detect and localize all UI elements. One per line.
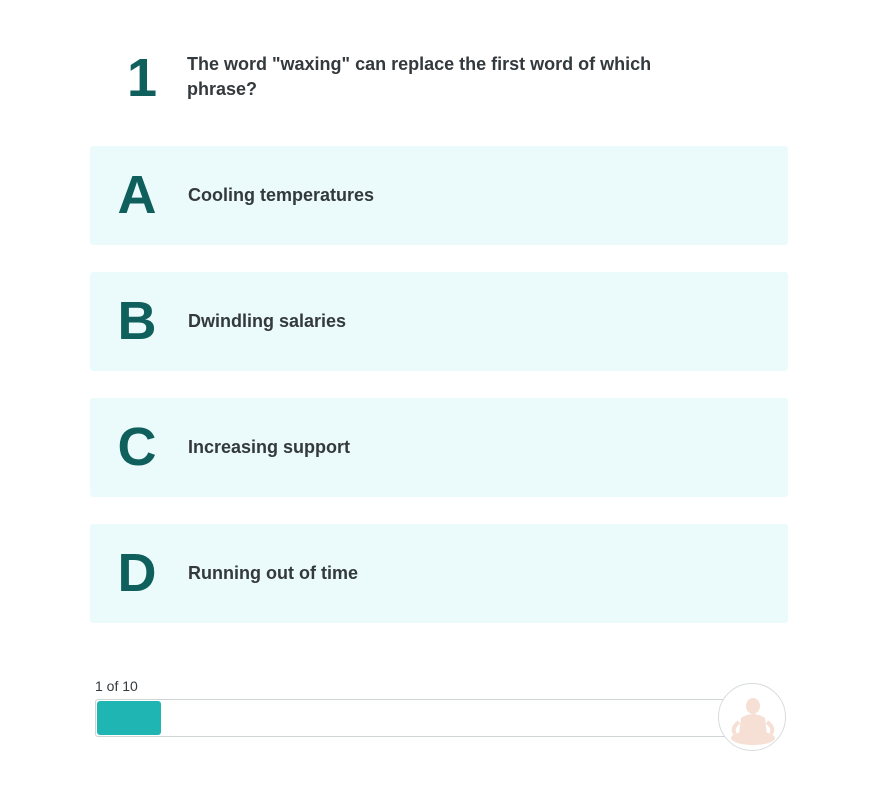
progress-section — [95, 676, 795, 756]
option-letter: C — [117, 417, 157, 477]
question-header — [100, 40, 720, 120]
option-letter: D — [117, 543, 157, 603]
progress-label: 1 of 10 — [95, 678, 138, 694]
meditating-character-icon — [718, 683, 786, 751]
answer-options — [90, 146, 788, 650]
meditating-character-svg — [719, 684, 786, 751]
progress-bar — [95, 699, 735, 737]
option-label: Dwindling salaries — [188, 311, 347, 331]
question-text: The word "waxing" can replace the first word of which phrase? — [187, 54, 652, 99]
option-c-button[interactable] — [90, 398, 788, 497]
question-number: 1 — [126, 48, 158, 108]
option-b-button[interactable] — [90, 272, 788, 371]
option-letter: A — [117, 165, 157, 225]
option-a-button[interactable] — [90, 146, 788, 245]
option-label: Running out of time — [188, 563, 358, 583]
progress-bar-fill — [97, 701, 161, 735]
option-letter: B — [117, 291, 157, 351]
option-d-button[interactable] — [90, 524, 788, 623]
option-label: Cooling temperatures — [188, 185, 375, 205]
option-label: Increasing support — [188, 437, 351, 457]
